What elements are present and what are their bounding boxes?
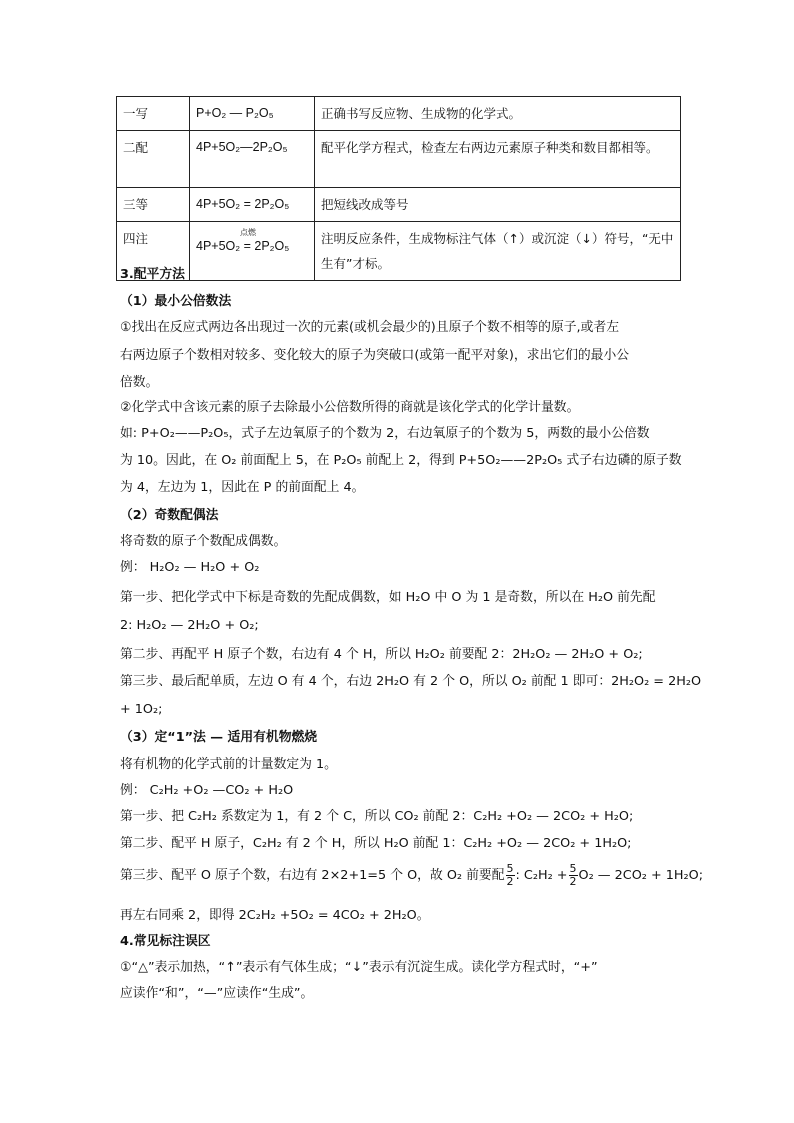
equation-text: 4P+5O₂ = 2P₂O₅	[196, 239, 290, 253]
text-line: 如: P+O₂——P₂O₅，式子左边氧原子的个数为 2，右边氧原子的个数为 5，两数的最小公倍数	[120, 426, 650, 441]
fraction	[506, 863, 515, 888]
description-cell: 把短线改成等号	[315, 188, 681, 222]
text-line: 第一步、把 C₂H₂ 系数定为 1，有 2 个 C，所以 CO₂ 前配 2：C₂H₂ +O₂ — 2CO₂ + H₂O;	[120, 809, 634, 824]
table-row	[117, 97, 681, 131]
text-line: ②化学式中含该元素的原子去除最小公倍数所得的商就是该化学式的化学计量数。	[120, 400, 580, 415]
text-line: 将有机物的化学式前的计量数定为 1。	[120, 757, 337, 772]
description-cell: 配平化学方程式，检查左右两边元素原子种类和数目都相等。	[315, 131, 681, 188]
fraction-numerator: 5	[569, 862, 577, 875]
text-line: 例： C₂H₂ +O₂ —CO₂ + H₂O	[120, 783, 294, 798]
step-cell: 三等	[117, 188, 190, 222]
text-line: 再左右同乘 2，即得 2C₂H₂ +5O₂ = 4CO₂ + 2H₂O。	[120, 908, 430, 923]
text-line: 2: H₂O₂ — 2H₂O + O₂;	[120, 618, 259, 633]
section-heading: （1）最小公倍数法	[120, 294, 232, 309]
text-line: 例： H₂O₂ — H₂O + O₂	[120, 560, 260, 575]
step-cell: 四注	[117, 222, 190, 281]
equation-steps-table	[116, 96, 681, 281]
step-cell: 一写	[117, 97, 190, 131]
text-line: 第一步、把化学式中下标是奇数的先配成偶数，如 H₂O 中 O 为 1 是奇数，所以在 H₂O 前先配	[120, 590, 656, 605]
fraction-denominator: 2	[569, 875, 577, 888]
text-line: 倍数。	[120, 375, 159, 390]
text-segment: O₂ — 2CO₂ + 1H₂O;	[578, 868, 704, 883]
section-heading: （3）定“1”法 — 适用有机物燃烧	[120, 730, 318, 745]
text-segment: 第三步、配平 O 原子个数，右边有 2×2+1=5 个 O，故 O₂ 前要配	[120, 868, 505, 883]
text-line: 第二步、配平 H 原子，C₂H₂ 有 2 个 H，所以 H₂O 前配 1：C₂H₂ +O₂ — 2CO₂ + 1H₂O;	[120, 836, 632, 851]
text-line: 将奇数的原子个数配成偶数。	[120, 534, 287, 549]
section-heading: （2）奇数配偶法	[120, 508, 219, 523]
text-line: ①“△”表示加热，“↑”表示有气体生成；“↓”表示有沉淀生成。读化学方程式时，“+”	[120, 960, 598, 975]
text-line: 右两边原子个数相对较多、变化较大的原子为突破口(或第一配平对象)，求出它们的最小公	[120, 348, 630, 363]
text-line: 为 4，左边为 1，因此在 P 的前面配上 4。	[120, 480, 365, 495]
fraction-numerator: 5	[506, 862, 514, 875]
fraction-denominator: 2	[506, 875, 514, 888]
section-heading: 4.常见标注误区	[120, 934, 211, 949]
description-cell: 注明反应条件，生成物标注气体（↑）或沉淀（↓）符号，“无中生有”才标。	[315, 222, 681, 281]
text-line: ①找出在反应式两边各出现过一次的元素(或机会最少的)且原子个数不相等的原子,或者左	[120, 320, 620, 335]
text-line	[120, 862, 704, 888]
reaction-condition-label: 点燃	[240, 228, 256, 237]
text-line: 为 10。因此，在 O₂ 前面配上 5，在 P₂O₅ 前配上 2，得到 P+5O₂——2P₂O₅ 式子右边磷的原子数	[120, 453, 682, 468]
description-cell: 正确书写反应物、生成物的化学式。	[315, 97, 681, 131]
table-row	[117, 131, 681, 188]
equation-cell: 4P+5O₂ = 2P₂O₅	[190, 188, 315, 222]
step-cell: 二配	[117, 131, 190, 188]
section-heading: 3.配平方法	[120, 267, 185, 282]
text-line: 第三步、最后配单质，左边 O 有 4 个，右边 2H₂O 有 2 个 O，所以 O₂ 前配 1 即可：2H₂O₂ = 2H₂O	[120, 674, 702, 689]
table-row	[117, 188, 681, 222]
text-line: + 1O₂;	[120, 702, 163, 717]
text-segment: : C₂H₂ +	[515, 868, 568, 883]
equation-cell: P+O₂ — P₂O₅	[190, 97, 315, 131]
equation-cell: 4P+5O₂—2P₂O₅	[190, 131, 315, 188]
fraction	[569, 863, 578, 888]
text-line: 第二步、再配平 H 原子个数，右边有 4 个 H，所以 H₂O₂ 前要配 2：2H₂O₂ — 2H₂O + O₂;	[120, 647, 643, 662]
text-line: 应读作“和”，“—”应读作“生成”。	[120, 986, 314, 1001]
